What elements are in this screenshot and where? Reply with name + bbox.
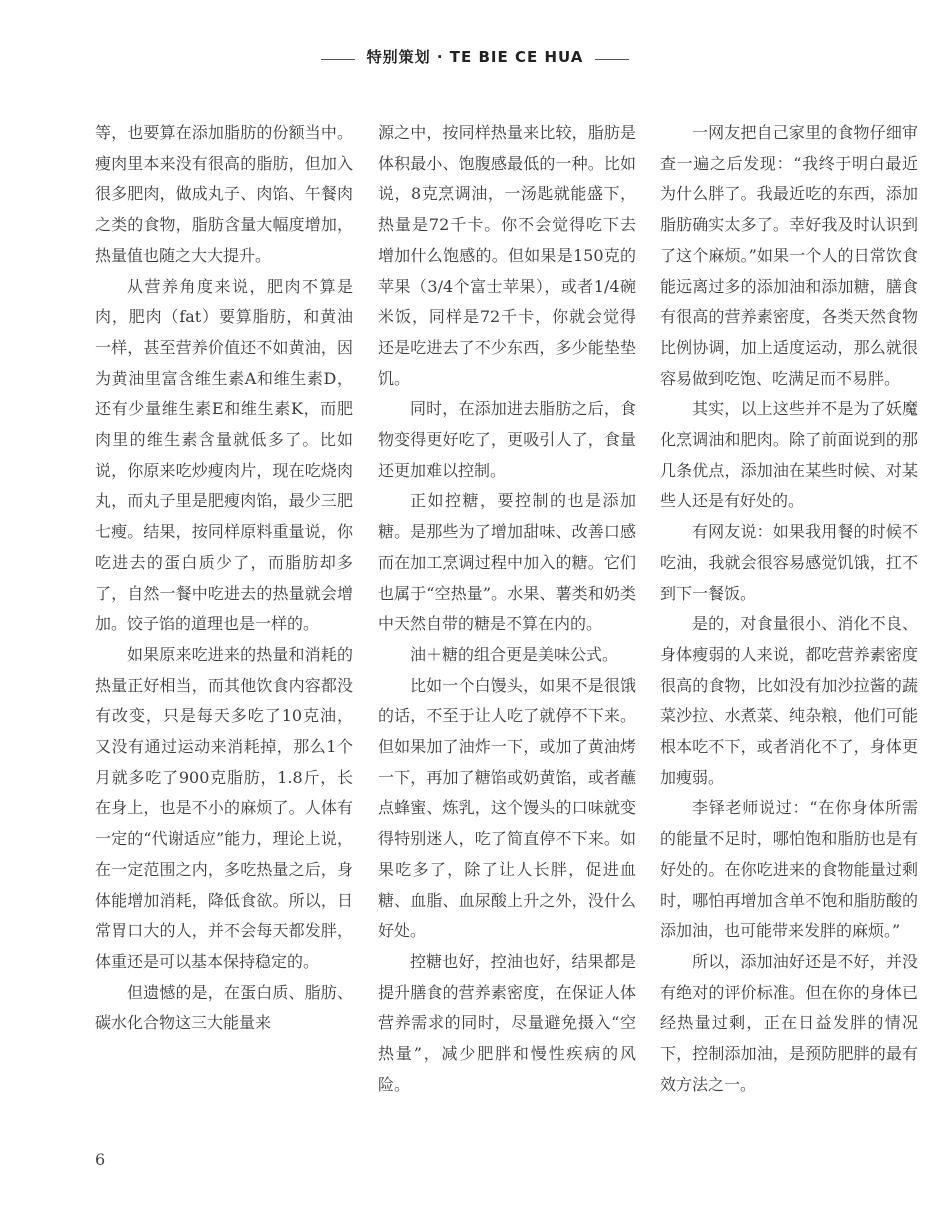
paragraph: 等，也要算在添加脂肪的份额当中。瘦肉里本来没有很高的脂肪，但加入很多肥肉，做成丸子、肉馅、午餐肉之类的食物，脂肪含量大幅度增加，热量值也随之大大提升。: [95, 123, 353, 265]
paragraph: 比如一个白馒头，如果不是很饿的话，不至于让人吃了就停不下来。但如果加了油炸一下，或加了黄油烤一下，再加了糖馅或奶黄馅，或者蘸点蜂蜜、炼乳，这个馒头的口味就变得特别迷人，吃了简直停不下来。如果吃多了，除了让人长胖，促进血糖、血脂、血尿酸上升之外，没什么好处。: [378, 675, 636, 941]
paragraph: 如果原来吃进来的热量和消耗的热量正好相当，而其他饮食内容都没有改变，只是每天多吃了10克油，又没有通过运动来消耗掉，那么1个月就多吃了900克脂肪，1.8斤，长在身上，也是不小的麻烦了。人体有一定的“代谢适应”能力，理论上说，在一定范围之内，多吃热量之后，身体能增加消耗，降低食欲。所以，日常胃口大的人，并不会每天都发胖，体重还是可以基本保持稳定的。: [95, 644, 353, 971]
paragraph: 正如控糖，要控制的也是添加糖。是那些为了增加甜味、改善口感而在加工烹调过程中加入的糖。它们也属于“空热量”。水果、薯类和奶类中天然自带的糖是不算在内的。: [378, 491, 636, 634]
paragraph: 有网友说：如果我用餐的时候不吃油，我就会很容易感觉饥饿，扛不到下一餐饭。: [660, 522, 918, 603]
header-title: 特别策划 · TE BIE CE HUA: [366, 47, 584, 66]
paragraph: 控糖也好，控油也好，结果都是提升膳食的营养素密度，在保证人体营养需求的同时，尽量避免摄入“空热量”，减少肥胖和慢性疾病的风险。: [378, 951, 636, 1094]
header-rule-right: [595, 59, 629, 60]
paragraph: 李铎老师说过：“在你身体所需的能量不足时，哪怕饱和脂肪也是有好处的。在你吃进来的食物能量过剩时，哪怕再增加含单不饱和脂肪酸的添加油，也可能带来发胖的麻烦。”: [660, 798, 918, 941]
page-number: 6: [95, 1150, 106, 1169]
paragraph: 其实，以上这些并不是为了妖魔化烹调油和肥肉。除了前面说到的那几条优点，添加油在某些时候、对某些人还是有好处的。: [660, 399, 918, 511]
header-rule-left: [321, 59, 355, 60]
paragraph: 所以，添加油好还是不好，并没有绝对的评价标准。但在你的身体已经热量过剩，正在日益发胖的情况下，控制添加油，是预防肥胖的最有效方法之一。: [660, 951, 918, 1094]
paragraph: 一网友把自己家里的食物仔细审查一遍之后发现：“我终于明白最近为什么胖了。我最近吃的东西，添加脂肪确实太多了。幸好我及时认识到了这个麻烦。”如果一个人的日常饮食能远离过多的添加油和添加糖，膳食有很高的营养素密度，各类天然食物比例协调，加上适度运动，那么就很容易做到吃饱、吃满足而不易胖。: [660, 123, 918, 388]
paragraph: 是的，对食量很小、消化不良、身体瘦弱的人来说，都吃营养素密度很高的食物，比如没有加沙拉酱的蔬菜沙拉、水煮菜、纯杂粮，他们可能根本吃不下，或者消化不了，身体更加瘦弱。: [660, 614, 918, 787]
text-column-2: [378, 118, 636, 1101]
paragraph: 从营养角度来说，肥肉不算是肉，肥肉（fat）要算脂肪，和黄油一样，甚至营养价值还不如黄油，因为黄油里富含维生素A和维生素D，还有少量维生素E和维生素K，而肥肉里的维生素含量就低多了。比如说，你原来吃炒瘦肉片，现在吃烧肉丸，而丸子里是肥瘦肉馅，最少三肥七瘦。结果，按同样原料重量说，你吃进去的蛋白质少了，而脂肪却多了，自然一餐中吃进去的热量就会增加。饺子馅的道理也是一样的。: [95, 276, 353, 634]
text-column-3: [660, 118, 918, 1101]
paragraph: 同时，在添加进去脂肪之后，食物变得更好吃了，更吸引人了，食量还更加难以控制。: [378, 399, 636, 480]
text-column-1: [95, 118, 353, 1039]
running-header: [0, 44, 950, 68]
paragraph: 但遗憾的是，在蛋白质、脂肪、碳水化合物这三大能量来: [95, 982, 353, 1033]
paragraph: 油＋糖的组合更是美味公式。: [410, 644, 619, 664]
paragraph: 源之中，按同样热量来比较，脂肪是体积最小、饱腹感最低的一种。比如说，8克烹调油，一汤匙就能盛下，热量是72千卡。你不会觉得吃下去增加什么饱感的。但如果是150克的苹果（3/4个富士苹果），或者1/4碗米饭，同样是72千卡，你就会觉得还是吃进去了不少东西，多少能垫垫饥。: [378, 123, 636, 388]
